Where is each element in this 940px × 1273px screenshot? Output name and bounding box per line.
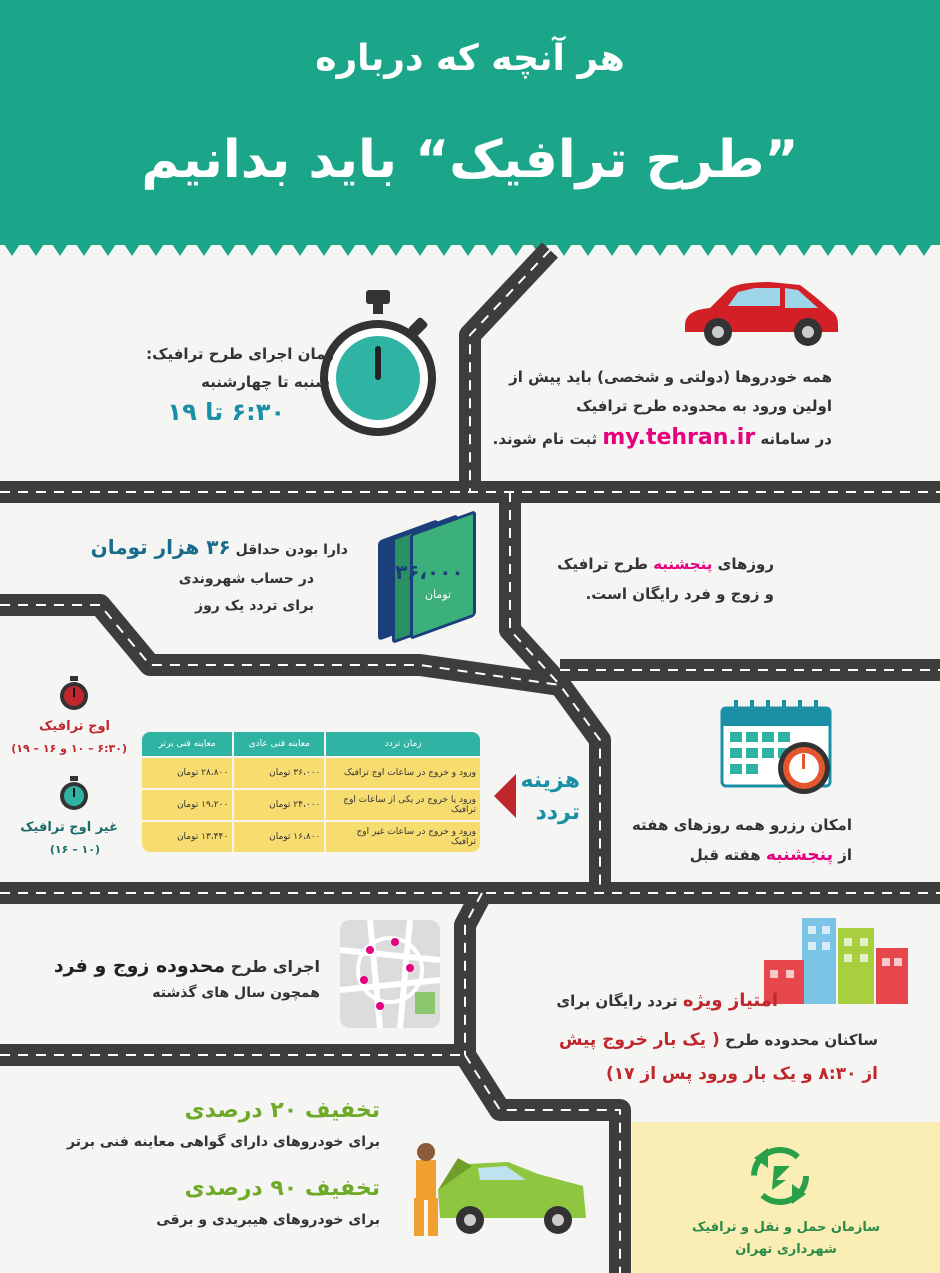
offpeak-label: غیر اوج ترافیک xyxy=(20,820,118,835)
peak-hours: (۶:۳۰ – ۱۰ و ۱۶ – ۱۹) xyxy=(11,742,127,755)
offpeak-stopwatch-icon xyxy=(58,776,90,812)
stopwatch-icon xyxy=(318,288,438,448)
org-line1: سازمان حمل و نقل و ترافیک xyxy=(691,1220,881,1235)
oddeven-line1 xyxy=(54,955,320,977)
reservation-suffix: هفته قبل xyxy=(689,846,761,864)
residents-line1-suffix: تردد رایگان برای xyxy=(556,992,678,1010)
offpeak-hours: (۱۰ – ۱۶) xyxy=(49,843,100,856)
residents-line2 xyxy=(559,1030,878,1050)
header-title: ”طرح ترافیک“ باید بدانیم xyxy=(141,130,799,190)
calendar-icon xyxy=(720,698,840,804)
table-row xyxy=(142,758,480,788)
table-row xyxy=(142,822,480,852)
discount20-desc: برای خودروهای دارای گواهی معاینه فنی برتر xyxy=(67,1134,380,1150)
peak-stopwatch-icon xyxy=(58,676,90,712)
thursday-line1 xyxy=(557,555,774,573)
cost-cell-standard: ۲۴،۰۰۰ تومان xyxy=(234,790,324,820)
balance-line1 xyxy=(91,535,348,559)
registration-line1: همه خودروها (دولتی و شخصی) باید پیش از xyxy=(509,368,832,386)
cost-cell-standard: ۱۶،۸۰۰ تومان xyxy=(234,822,324,852)
registration-line3 xyxy=(493,425,832,450)
reservation-prefix: از xyxy=(838,846,852,864)
cost-cell-time: ورود یا خروج در یکی از ساعات اوج ترافیک xyxy=(326,790,480,820)
schedule-hours: ۶:۳۰ تا ۱۹ xyxy=(167,398,285,426)
cost-cell-standard: ۳۶،۰۰۰ تومان xyxy=(234,758,324,788)
cost-cell-time: ورود و خروج در ساعات غیر اوج ترافیک xyxy=(326,822,480,852)
registration-suffix: ثبت نام شوند. xyxy=(492,430,598,448)
money-icon xyxy=(370,520,480,630)
registration-line2: اولین ورود به محدوده طرح ترافیک xyxy=(576,397,832,415)
buildings-icon xyxy=(752,914,932,1004)
residents-line1 xyxy=(556,990,778,1011)
discount90-title: تخفیف ۹۰ درصدی xyxy=(184,1176,380,1201)
oddeven-highlight: محدوده زوج و فرد xyxy=(53,955,226,977)
balance-prefix: دارا بودن حداقل xyxy=(235,542,348,558)
cost-cell-time: ورود و خروج در ساعات اوج ترافیک xyxy=(326,758,480,788)
reservation-day: پنجشنبه xyxy=(765,845,833,865)
mechanic-car-icon xyxy=(398,1140,598,1240)
registration-site-link[interactable]: my.tehran.ir xyxy=(602,425,756,450)
red-car-icon xyxy=(680,280,840,348)
reservation-line2 xyxy=(690,845,852,865)
cost-arrow-icon xyxy=(494,774,516,818)
balance-amount: ۳۶ هزار تومان xyxy=(90,535,231,559)
thursday-day: پنجشنبه xyxy=(653,555,713,573)
peak-label: اوج ترافیک xyxy=(39,719,110,734)
table-row xyxy=(142,790,480,820)
balance-line3: برای تردد یک روز xyxy=(195,598,314,614)
header-line1: هر آنچه که درباره xyxy=(315,38,625,79)
residents-line3: از ۸:۳۰ و یک بار ورود پس از ۱۷) xyxy=(605,1064,878,1084)
reservation-line1: امکان رزرو همه روزهای هفته xyxy=(631,816,852,834)
thursday-suffix: طرح ترافیک xyxy=(557,555,648,573)
residents-line2-red: ( یک بار خروج پیش xyxy=(558,1030,720,1050)
residents-highlight: امتیاز ویژه xyxy=(682,990,778,1011)
org-line2: شهرداری تهران xyxy=(735,1242,837,1257)
cost-header-standard: معاینه فنی عادی xyxy=(234,732,324,756)
oddeven-prefix: اجرای طرح xyxy=(230,957,320,976)
org-box xyxy=(632,1122,940,1273)
org-logo-icon xyxy=(744,1144,816,1208)
discount20-title: تخفیف ۲۰ درصدی xyxy=(184,1098,380,1123)
schedule-label: زمان اجرای طرح ترافیک: xyxy=(146,345,334,363)
cost-cell-premium: ۱۳،۴۴۰ تومان xyxy=(142,822,232,852)
cost-title-word2: تردد xyxy=(535,800,580,825)
money-bill-amount: ۳۶،۰۰۰ xyxy=(395,560,464,584)
cost-table xyxy=(140,730,482,854)
cost-table-header-row xyxy=(142,732,480,756)
residents-line2-prefix: ساکنان محدوده طرح xyxy=(724,1031,878,1049)
cost-cell-premium: ۲۸،۸۰۰ تومان xyxy=(142,758,232,788)
thursday-line2: و زوج و فرد رایگان است. xyxy=(585,585,774,603)
money-bill-unit: تومان xyxy=(425,588,452,601)
schedule-days: شنبه تا چهارشنبه xyxy=(201,373,330,391)
oddeven-line2: همچون سال های گذشته xyxy=(152,985,320,1001)
registration-prefix: در سامانه xyxy=(760,430,832,448)
thursday-prefix: روزهای xyxy=(717,555,774,573)
cost-header-time: زمان تردد xyxy=(326,732,480,756)
cost-cell-premium: ۱۹،۲۰۰ تومان xyxy=(142,790,232,820)
discount90-desc: برای خودروهای هیبریدی و برقی xyxy=(156,1212,380,1228)
cost-title-word1: هزینه xyxy=(520,768,580,793)
cost-header-premium: معاینه فنی برتر xyxy=(142,732,232,756)
balance-line2: در حساب شهروندی xyxy=(178,571,314,587)
map-icon xyxy=(340,920,440,1028)
